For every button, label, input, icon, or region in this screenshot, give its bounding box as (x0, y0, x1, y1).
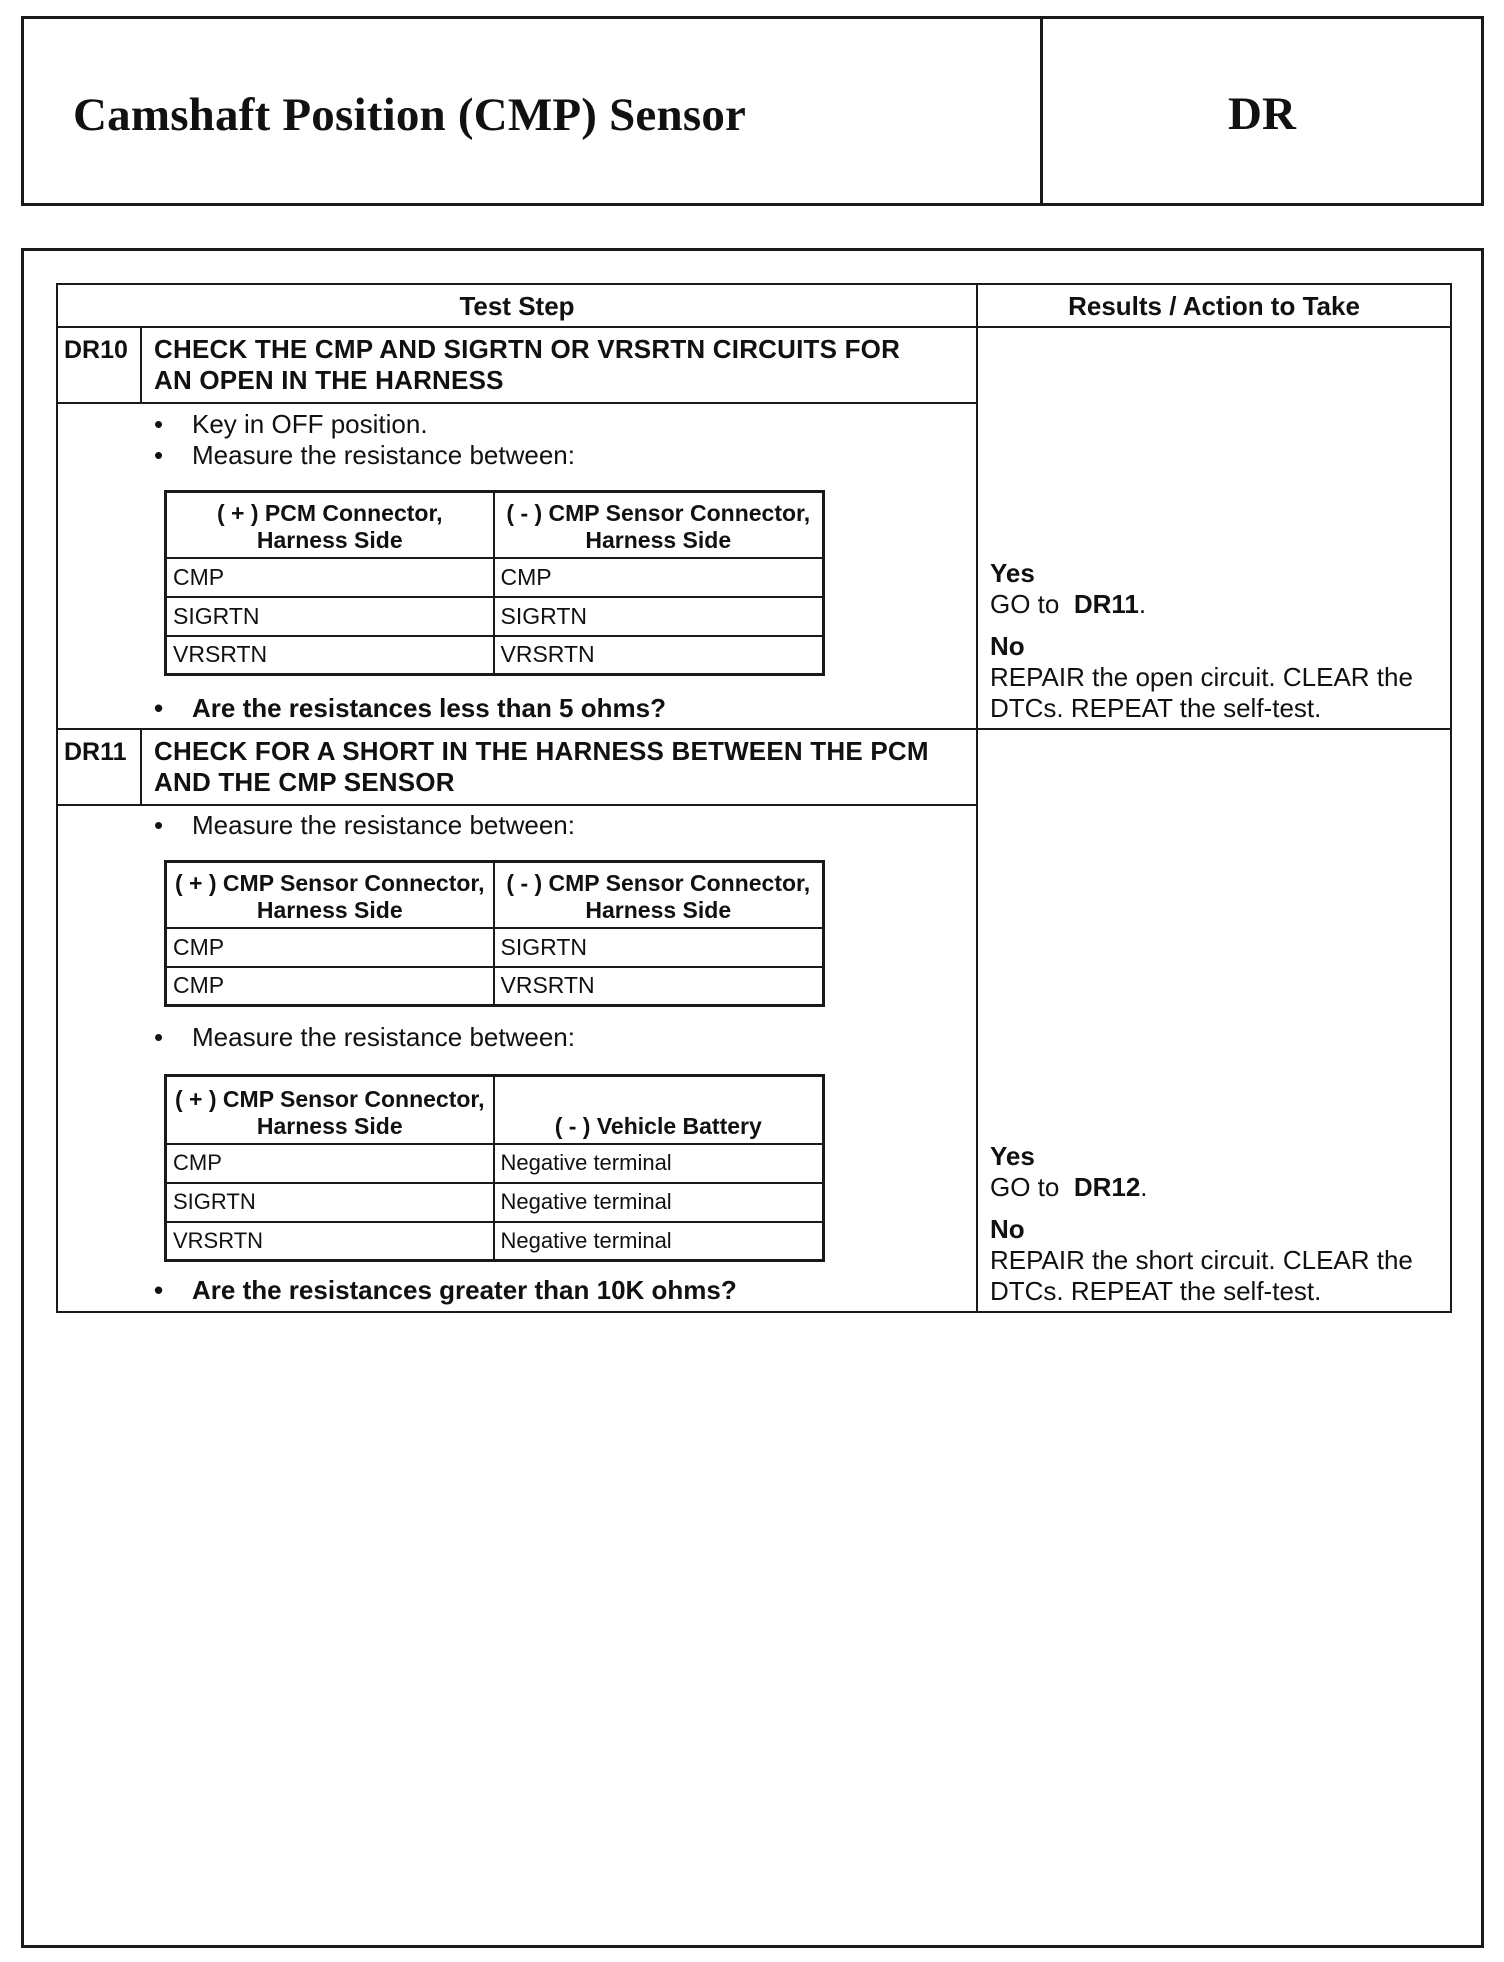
no-action: REPAIR the short circuit. CLEAR the DTCs. REPEAT the self-test. (990, 1245, 1413, 1306)
instruction-item: • Measure the resistance between: (154, 810, 575, 840)
column-header-results: Results / Action to Take (1068, 291, 1360, 321)
table-cell: Negative terminal (494, 1222, 824, 1261)
table-row (166, 597, 824, 636)
page-header (21, 16, 1484, 206)
page-title: Camshaft Position (CMP) Sensor (73, 89, 747, 141)
table-cell: CMP (166, 558, 494, 597)
no-label: No (990, 631, 1025, 661)
step-result (990, 558, 1430, 724)
table-cell: VRSRTN (166, 636, 494, 675)
step-result (990, 1141, 1430, 1307)
measurement-column-header: ( - ) CMP Sensor Connector, Harness Side (494, 862, 824, 928)
table-cell: CMP (166, 928, 494, 967)
table-cell: SIGRTN (494, 928, 824, 967)
measurement-column-header: ( + ) PCM Connector, Harness Side (166, 492, 494, 558)
table-cell: VRSRTN (166, 1222, 494, 1261)
step-question: • Are the resistances greater than 10K ohms? (154, 1275, 737, 1305)
measurement-table (164, 490, 825, 676)
table-cell: VRSRTN (494, 636, 824, 675)
table-cell: CMP (166, 967, 494, 1006)
step-id: DR11 (64, 738, 127, 766)
measurement-column-header: ( + ) CMP Sensor Connector, Harness Side (166, 862, 494, 928)
column-header-test-step: Test Step (459, 291, 575, 321)
measurement-table (164, 1074, 825, 1262)
table-cell: VRSRTN (494, 967, 824, 1006)
table-cell: Negative terminal (494, 1183, 824, 1222)
measurement-column-header: ( - ) CMP Sensor Connector, Harness Side (494, 492, 824, 558)
table-row (166, 558, 824, 597)
measurement-column-header: ( + ) CMP Sensor Connector, Harness Side (166, 1076, 494, 1144)
table-row (166, 636, 824, 675)
step-question: • Are the resistances less than 5 ohms? (154, 693, 666, 723)
yes-label: Yes (990, 1141, 1035, 1171)
yes-label: Yes (990, 558, 1035, 588)
measurement-table (164, 860, 825, 1007)
section-code: DR (1228, 88, 1296, 140)
instruction-item: • Key in OFF position. (154, 409, 428, 439)
table-row (166, 1222, 824, 1261)
yes-action: GO to DR12. (990, 1172, 1148, 1202)
step-title: CHECK THE CMP AND SIGRTN OR VRSRTN CIRCUITS FOR AN OPEN IN THE HARNESS (154, 334, 901, 395)
instruction-item: • Measure the resistance between: (154, 1022, 575, 1052)
measurement-column-header: ( - ) Vehicle Battery (494, 1076, 824, 1144)
table-cell: SIGRTN (494, 597, 824, 636)
table-row (166, 1183, 824, 1222)
table-row (166, 1144, 824, 1183)
table-cell: Negative terminal (494, 1144, 824, 1183)
yes-action: GO to DR11. (990, 589, 1147, 619)
no-label: No (990, 1214, 1025, 1244)
step-title: CHECK FOR A SHORT IN THE HARNESS BETWEEN THE PCM AND THE CMP SENSOR (154, 736, 929, 797)
table-cell: SIGRTN (166, 597, 494, 636)
table-cell: CMP (166, 1144, 494, 1183)
step-id: DR10 (64, 336, 128, 364)
section-code-cell (1043, 19, 1481, 203)
table-cell: CMP (494, 558, 824, 597)
no-action: REPAIR the open circuit. CLEAR the DTCs. REPEAT the self-test. (990, 662, 1413, 723)
table-row (166, 928, 824, 967)
instruction-item: • Measure the resistance between: (154, 440, 575, 470)
table-row (166, 967, 824, 1006)
table-cell: SIGRTN (166, 1183, 494, 1222)
title-cell (24, 19, 1043, 203)
